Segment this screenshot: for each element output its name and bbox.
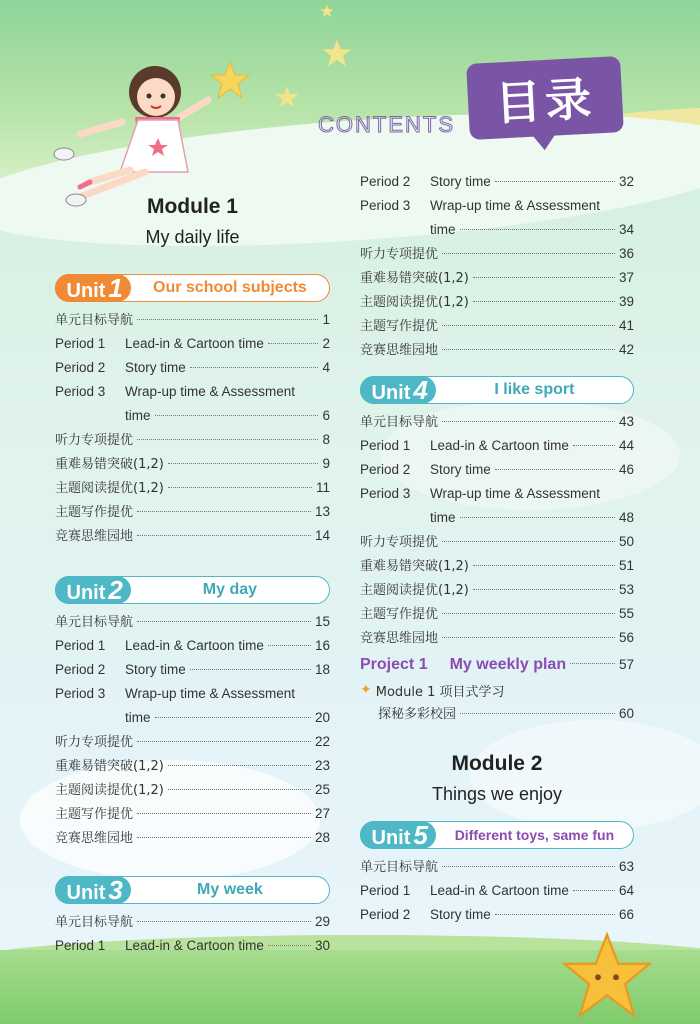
page-number: 34	[618, 222, 634, 237]
leader-dots	[460, 713, 615, 714]
entry-title: 单元目标导航	[55, 915, 134, 930]
unit-badge	[55, 576, 131, 604]
page-number: 64	[618, 883, 634, 898]
leader-dots	[190, 367, 319, 368]
toc-entry[interactable]	[360, 903, 634, 927]
leader-dots	[442, 253, 615, 254]
leader-dots	[495, 469, 615, 470]
page-number: 4	[322, 360, 330, 375]
entry-title: 探秘多彩校园	[378, 707, 457, 722]
unit-title: Different toys, same fun	[454, 827, 615, 843]
page-number: 36	[618, 246, 634, 261]
entry-title: Lead-in & Cartoon time	[125, 938, 264, 953]
page-number: 6	[322, 408, 330, 423]
toc-entry[interactable]	[55, 476, 330, 500]
period-label: Period 1	[55, 938, 106, 953]
page-number: 56	[618, 630, 634, 645]
period-label: Period 3	[55, 686, 106, 701]
module-title: Module 2	[451, 752, 543, 775]
page-number: 44	[618, 438, 634, 453]
toc-entry[interactable]	[55, 332, 330, 356]
page-number: 22	[314, 734, 330, 749]
entry-title: 重难易错突破(1,2)	[55, 759, 164, 774]
entry-title: 竞赛思维园地	[55, 831, 134, 846]
page-number: 25	[314, 782, 330, 797]
page-number: 41	[618, 318, 634, 333]
unit-number: 1	[108, 273, 123, 303]
toc-entry[interactable]	[360, 266, 634, 290]
star-icon	[275, 85, 299, 109]
unit-header[interactable]	[55, 274, 330, 302]
toc-entry[interactable]	[360, 170, 634, 194]
toc-entry[interactable]	[55, 356, 330, 380]
contents-title-box	[466, 56, 624, 140]
unit-header[interactable]	[55, 876, 330, 904]
period-label: Period 1	[55, 336, 106, 351]
toc-entry[interactable]	[360, 530, 634, 554]
toc-entry[interactable]	[55, 658, 330, 682]
toc-entry[interactable]	[360, 314, 634, 338]
entry-title: 单元目标导航	[360, 415, 439, 430]
toc-entry[interactable]	[360, 578, 634, 602]
toc-entry[interactable]	[360, 458, 634, 482]
leader-dots	[442, 637, 615, 638]
leader-dots	[137, 535, 311, 536]
toc-entry[interactable]	[55, 428, 330, 452]
leader-dots	[460, 517, 615, 518]
project-title: My weekly plan	[449, 656, 567, 673]
unit-word: Unit	[66, 280, 106, 302]
period-label: Period 2	[55, 360, 106, 375]
project-sub-title: Module 1 项目式学习	[375, 684, 505, 700]
period-label: Period 2	[360, 174, 411, 189]
star-icon	[320, 4, 334, 18]
leader-dots	[137, 511, 311, 512]
period-label: Period 1	[360, 883, 411, 898]
page-number: 8	[322, 432, 330, 447]
toc-entry[interactable]	[55, 308, 330, 332]
leader-dots	[168, 765, 311, 766]
leader-dots	[137, 439, 318, 440]
entry-title: 主题写作提优	[55, 505, 134, 520]
unit-badge	[360, 821, 436, 849]
entry-title: 主题阅读提优(1,2)	[360, 583, 469, 598]
page-number: 18	[314, 662, 330, 677]
leader-dots	[573, 890, 615, 891]
page-number: 16	[314, 638, 330, 653]
entry-title: 单元目标导航	[360, 860, 439, 875]
toc-entry[interactable]	[360, 879, 634, 903]
entry-title: 单元目标导航	[55, 313, 134, 328]
entry-title: 主题写作提优	[360, 319, 439, 334]
unit-word: Unit	[371, 827, 411, 849]
entry-title: 主题阅读提优(1,2)	[55, 481, 164, 496]
leader-dots	[137, 621, 311, 622]
page-number: 37	[618, 270, 634, 285]
page-number: 55	[618, 606, 634, 621]
entry-title: 主题写作提优	[55, 807, 134, 822]
toc-entry[interactable]	[360, 855, 634, 879]
page-number: 2	[322, 336, 330, 351]
module-title: Module 1	[146, 195, 238, 218]
leader-dots	[168, 487, 312, 488]
entry-title: 竞赛思维园地	[55, 529, 134, 544]
entry-title: Lead-in & Cartoon time	[125, 638, 264, 653]
page-number: 29	[314, 914, 330, 929]
leader-dots	[137, 837, 311, 838]
leader-dots	[442, 613, 615, 614]
leader-dots	[442, 349, 615, 350]
entry-title: time	[430, 510, 456, 525]
module-subtitle: My daily life	[145, 227, 240, 247]
toc-entry[interactable]	[55, 380, 330, 404]
leader-dots	[168, 789, 311, 790]
entry-title: 重难易错突破(1,2)	[360, 271, 469, 286]
page-number: 48	[618, 510, 634, 525]
entry-title: 主题写作提优	[360, 607, 439, 622]
project-entry[interactable]	[360, 652, 634, 678]
page-number: 20	[314, 710, 330, 725]
entry-title: Story time	[125, 360, 186, 375]
leader-dots	[460, 229, 615, 230]
entry-title: 听力专项提优	[55, 433, 134, 448]
entry-title: time	[125, 408, 151, 423]
entry-title: Story time	[430, 462, 491, 477]
period-label: Period 2	[360, 462, 411, 477]
page-number: 66	[618, 907, 634, 922]
leader-dots	[155, 717, 311, 718]
toc-entry[interactable]	[55, 778, 330, 802]
toc-entry[interactable]	[55, 404, 330, 428]
leader-dots	[473, 565, 615, 566]
entry-title: Story time	[125, 662, 186, 677]
leader-dots	[190, 669, 311, 670]
unit-title: My day	[202, 581, 258, 598]
sparkle-icon: ✦	[360, 682, 372, 698]
toc-entry[interactable]	[360, 482, 634, 506]
page-number: 51	[618, 558, 634, 573]
leader-dots	[442, 421, 615, 422]
left-column	[55, 195, 330, 958]
page-number: 14	[314, 528, 330, 543]
entry-title: 听力专项提优	[360, 247, 439, 262]
entry-title: Story time	[430, 174, 491, 189]
page-number: 23	[314, 758, 330, 773]
page-number: 1	[322, 312, 330, 327]
leader-dots	[268, 945, 311, 946]
toc-entry[interactable]	[55, 682, 330, 706]
unit-badge	[360, 376, 436, 404]
period-label: Period 2	[55, 662, 106, 677]
toc-entry[interactable]	[360, 194, 634, 218]
unit-title: Our school subjects	[153, 279, 307, 296]
leader-dots	[570, 663, 615, 664]
toc-entry[interactable]	[360, 554, 634, 578]
entry-title: 竞赛思维园地	[360, 631, 439, 646]
entry-title: 听力专项提优	[360, 535, 439, 550]
toc-entry[interactable]	[55, 754, 330, 778]
page-number: 39	[618, 294, 634, 309]
toc-entry[interactable]	[55, 706, 330, 730]
entry-title: Wrap-up time & Assessment	[125, 686, 296, 701]
page-number: 15	[314, 614, 330, 629]
unit-number: 4	[413, 375, 428, 405]
toc-entry[interactable]	[55, 802, 330, 826]
toc-entry[interactable]	[360, 410, 634, 434]
period-label: Period 3	[360, 198, 411, 213]
entry-title: time	[430, 222, 456, 237]
page-number: 27	[314, 806, 330, 821]
page-number: 57	[618, 657, 634, 672]
toc-entry[interactable]	[55, 610, 330, 634]
toc-entry[interactable]	[55, 730, 330, 754]
page-number: 50	[618, 534, 634, 549]
page-number: 32	[618, 174, 634, 189]
entry-title: 竞赛思维园地	[360, 343, 439, 358]
leader-dots	[137, 813, 311, 814]
page-number: 53	[618, 582, 634, 597]
toc-entry[interactable]	[55, 524, 330, 548]
unit-header[interactable]	[360, 821, 634, 849]
unit-word: Unit	[371, 382, 411, 404]
entry-title: 单元目标导航	[55, 615, 134, 630]
entry-title: Lead-in & Cartoon time	[430, 438, 569, 453]
toc-entry[interactable]	[55, 634, 330, 658]
page-number: 46	[618, 462, 634, 477]
period-label: Period 3	[55, 384, 106, 399]
leader-dots	[495, 914, 615, 915]
entry-title: 主题阅读提优(1,2)	[55, 783, 164, 798]
star-icon	[322, 38, 352, 68]
period-label: Period 2	[360, 907, 411, 922]
entry-title: 重难易错突破(1,2)	[360, 559, 469, 574]
leader-dots	[268, 645, 311, 646]
leader-dots	[442, 325, 615, 326]
entry-title: Story time	[430, 907, 491, 922]
toc-entry[interactable]	[55, 500, 330, 524]
leader-dots	[137, 319, 318, 320]
leader-dots	[168, 463, 319, 464]
unit-word: Unit	[66, 582, 106, 604]
toc-entry[interactable]	[360, 602, 634, 626]
right-column	[360, 170, 634, 927]
toc-entry[interactable]	[360, 506, 634, 530]
module-subtitle: Things we enjoy	[431, 784, 563, 804]
entry-title: Lead-in & Cartoon time	[125, 336, 264, 351]
page-number: 28	[314, 830, 330, 845]
toc-entry[interactable]	[360, 242, 634, 266]
leader-dots	[473, 277, 615, 278]
page-number: 9	[322, 456, 330, 471]
unit-number: 5	[413, 820, 428, 850]
project-sub-entry[interactable]	[360, 678, 634, 702]
entry-title: time	[125, 710, 151, 725]
toc-entry[interactable]	[55, 826, 330, 850]
page-number: 42	[618, 342, 634, 357]
unit-badge	[55, 876, 131, 904]
entry-title: 主题阅读提优(1,2)	[360, 295, 469, 310]
unit-header[interactable]	[55, 576, 330, 604]
star-icon	[562, 930, 652, 1020]
girl-illustration	[50, 62, 220, 207]
leader-dots	[473, 301, 615, 302]
toc-entry[interactable]	[360, 434, 634, 458]
toc-entry[interactable]	[360, 290, 634, 314]
entry-title: 听力专项提优	[55, 735, 134, 750]
toc-entry[interactable]	[55, 452, 330, 476]
project-label: Project 1	[360, 656, 428, 673]
unit-badge	[55, 274, 131, 302]
page-number: 60	[618, 706, 634, 721]
page-number: 13	[314, 504, 330, 519]
leader-dots	[268, 343, 319, 344]
contents-heading-en: CONTENTS	[318, 112, 455, 137]
leader-dots	[442, 866, 615, 867]
period-label: Period 1	[55, 638, 106, 653]
leader-dots	[573, 445, 615, 446]
unit-title: My week	[197, 881, 263, 898]
entry-title: 重难易错突破(1,2)	[55, 457, 164, 472]
leader-dots	[495, 181, 615, 182]
entry-title: Wrap-up time & Assessment	[125, 384, 296, 399]
leader-dots	[473, 589, 615, 590]
period-label: Period 3	[360, 486, 411, 501]
entry-title: Wrap-up time & Assessment	[430, 486, 601, 501]
toc-entry[interactable]	[55, 910, 330, 934]
leader-dots	[155, 415, 319, 416]
unit-number: 3	[108, 875, 123, 905]
page-number: 30	[314, 938, 330, 953]
toc-entry[interactable]	[55, 934, 330, 958]
leader-dots	[137, 921, 311, 922]
page-number: 11	[315, 480, 330, 495]
entry-title: Wrap-up time & Assessment	[430, 198, 601, 213]
leader-dots	[137, 741, 311, 742]
unit-number: 2	[108, 575, 123, 605]
leader-dots	[442, 541, 615, 542]
entry-title: Lead-in & Cartoon time	[430, 883, 569, 898]
unit-title: I like sport	[494, 381, 575, 398]
toc-entry[interactable]	[360, 626, 634, 650]
unit-word: Unit	[66, 882, 106, 904]
page-number: 43	[618, 414, 634, 429]
toc-entry[interactable]	[360, 338, 634, 362]
toc-entry[interactable]	[360, 702, 634, 726]
unit-header[interactable]	[360, 376, 634, 404]
contents-heading-cn: 目录	[493, 71, 597, 131]
period-label: Period 1	[360, 438, 411, 453]
page-number: 63	[618, 859, 634, 874]
toc-entry[interactable]	[360, 218, 634, 242]
